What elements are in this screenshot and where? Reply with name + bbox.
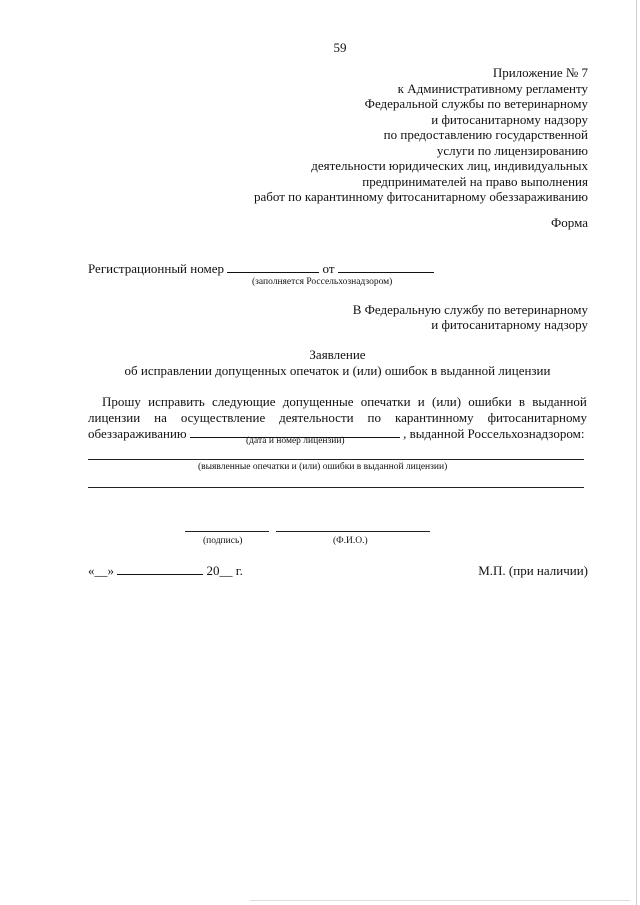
word: , выданной Россельхознадзором:: [403, 426, 585, 441]
errors-field-line-1[interactable]: [88, 459, 584, 460]
word: карантинному: [394, 410, 474, 425]
word: следующие: [212, 394, 276, 409]
appendix-line: предпринимателей на право выполнения: [362, 173, 588, 189]
quote-close: »: [107, 563, 114, 578]
word: (или): [432, 394, 462, 409]
word: обеззараживанию: [88, 426, 187, 441]
document-title: Заявление: [309, 347, 366, 362]
body-line-2: [88, 410, 587, 425]
document-subtitle: об исправлении допущенных опечаток и (или) ошибок в выданной лицензии: [124, 363, 551, 378]
errors-field-line-2[interactable]: [88, 487, 584, 488]
body-line-1: [88, 394, 587, 409]
addressee-line: В Федеральную службу по ветеринарному: [352, 302, 588, 317]
appendix-line: деятельности юридических лиц, индивидуальных: [311, 158, 588, 173]
word: лицензии: [88, 410, 141, 425]
addressee-line: и фитосанитарному надзору: [431, 317, 588, 332]
year-blank[interactable]: __: [219, 563, 233, 578]
word: на: [154, 410, 167, 425]
registration-from-label: от: [322, 261, 335, 276]
appendix-line: Федеральной службы по ветеринарному: [364, 96, 588, 111]
word: опечатки: [360, 394, 411, 409]
word: допущенные: [282, 394, 354, 409]
word: исправить: [148, 394, 205, 409]
page-edge-bottom: [250, 900, 630, 901]
month-field[interactable]: [117, 574, 203, 575]
word: по: [367, 410, 382, 425]
appendix-header: [254, 65, 588, 205]
year-prefix: 20: [206, 563, 220, 578]
appendix-line: и фитосанитарному надзору: [431, 111, 588, 127]
word: Прошу: [102, 394, 141, 409]
word: деятельности: [279, 410, 354, 425]
word: фитосанитарному: [487, 410, 587, 425]
appendix-line: по предоставлению государственной: [383, 127, 588, 142]
full-name-field[interactable]: [276, 531, 430, 532]
word: в: [518, 394, 526, 409]
word: и: [417, 394, 425, 409]
registration-label: Регистрационный номер: [88, 261, 224, 276]
appendix-line: услуги по лицензированию: [436, 142, 588, 158]
registration-hint: (заполняется Россельхознадзором): [252, 277, 393, 287]
registration-row: [88, 261, 434, 276]
appendix-line: Приложение № 7: [492, 65, 588, 80]
body-paragraph: [88, 394, 587, 441]
page-number: 59: [333, 40, 347, 55]
form-label: Форма: [551, 215, 588, 230]
stamp-label: М.П. (при наличии): [478, 563, 588, 578]
date-row: [88, 563, 243, 578]
signature-field[interactable]: [185, 531, 269, 532]
word: выданной: [532, 394, 587, 409]
addressee: [353, 302, 588, 332]
errors-hint: (выявленные опечатки и (или) ошибки в выданной лицензии): [198, 462, 448, 472]
license-hint: (дата и номер лицензии): [246, 436, 345, 446]
word: ошибки: [468, 394, 512, 409]
page-edge: [636, 0, 637, 905]
quote-open: «: [88, 563, 95, 578]
appendix-line: работ по карантинному фитосанитарному обеззараживанию: [253, 189, 588, 204]
registration-number-field[interactable]: [227, 272, 319, 273]
day-blank[interactable]: __: [94, 563, 108, 578]
full-name-hint: (Ф.И.О.): [333, 536, 368, 546]
signature-hint: (подпись): [203, 536, 243, 546]
appendix-line: к Административному регламенту: [397, 80, 588, 96]
year-suffix: г.: [235, 563, 243, 578]
registration-date-field[interactable]: [338, 272, 434, 273]
word: осуществление: [180, 410, 266, 425]
